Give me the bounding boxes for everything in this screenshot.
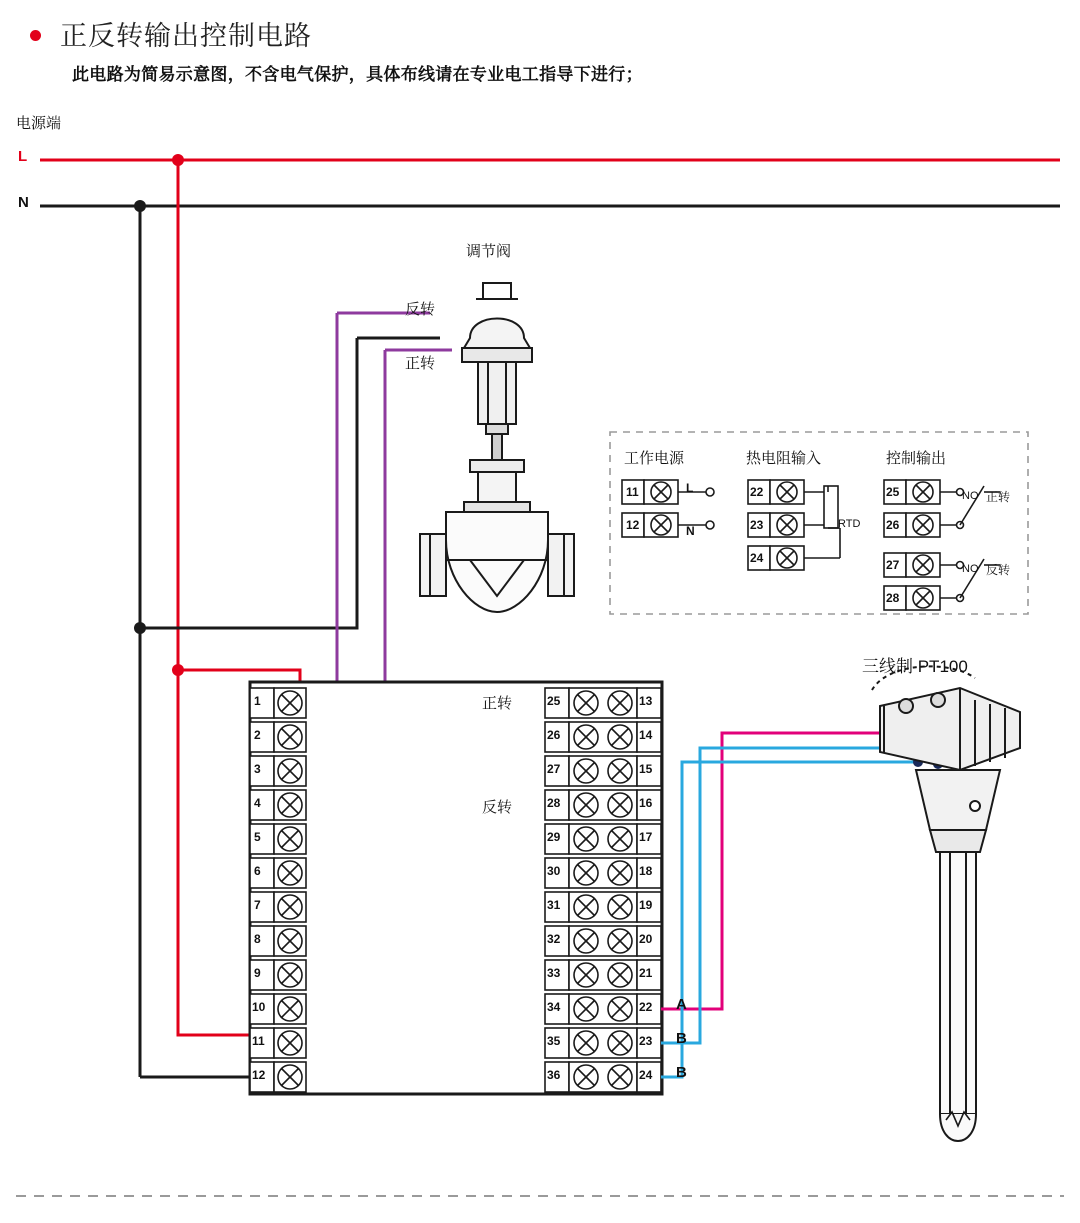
module-pin-n: N — [686, 524, 695, 538]
terminal-left-8: 8 — [254, 932, 261, 946]
module-terminal-26: 26 — [886, 518, 900, 532]
valve-forward-label: 正转 — [405, 355, 436, 372]
terminal-left-9: 9 — [254, 966, 261, 980]
terminal-right-16: 16 — [639, 796, 653, 810]
module-terminal-23: 23 — [750, 518, 764, 532]
terminal-right-17: 17 — [639, 830, 653, 844]
module-terminal-22: 22 — [750, 485, 764, 499]
module-output-forward-label: 正转 — [986, 490, 1011, 504]
power-section-title: 电源端 — [16, 115, 62, 132]
terminal-left-2: 2 — [254, 728, 261, 742]
module-rtd-title: 热电阻输入 — [746, 450, 822, 467]
terminal-left-4: 4 — [254, 796, 261, 810]
terminal-right-22: 22 — [639, 1000, 653, 1014]
module-contact-no-1: NO — [962, 490, 979, 502]
terminal-left-1: 1 — [254, 694, 261, 708]
module-terminal-25: 25 — [886, 485, 900, 499]
terminal-left-11: 11 — [252, 1034, 265, 1048]
terminal-mid-28: 28 — [547, 796, 561, 810]
terminal-mid-34: 34 — [547, 1000, 561, 1014]
terminal-mid-33: 33 — [547, 966, 561, 980]
terminal-right-23: 23 — [639, 1034, 653, 1048]
sensor-title: 三线制 PT100 — [862, 657, 968, 676]
terminal-mid-35: 35 — [547, 1034, 561, 1048]
valve-title: 调节阀 — [466, 243, 512, 260]
terminal-right-15: 15 — [639, 762, 653, 776]
terminal-right-20: 20 — [639, 932, 653, 946]
power-neutral-label: N — [18, 194, 29, 211]
module-terminal-27: 27 — [886, 558, 900, 572]
terminal-left-10: 10 — [252, 1000, 266, 1014]
block-reverse-label: 反转 — [482, 799, 513, 816]
terminal-left-6: 6 — [254, 864, 261, 878]
module-power-title: 工作电源 — [624, 450, 685, 467]
terminal-right-19: 19 — [639, 898, 653, 912]
rtd-wire-b1-label: B — [676, 1030, 687, 1047]
page-subtitle: 此电路为简易示意图，不含电气保护，具体布线请在专业电工指导下进行； — [72, 65, 643, 84]
terminal-mid-25: 25 — [547, 694, 561, 708]
terminal-right-14: 14 — [639, 728, 653, 742]
terminal-mid-27: 27 — [547, 762, 561, 776]
module-rtd-device-label: RTD — [838, 518, 861, 530]
terminal-right-21: 21 — [639, 966, 653, 980]
terminal-left-3: 3 — [254, 762, 261, 776]
terminal-left-5: 5 — [254, 830, 261, 844]
terminal-mid-32: 32 — [547, 932, 561, 946]
terminal-mid-29: 29 — [547, 830, 561, 844]
terminal-right-13: 13 — [639, 694, 653, 708]
rtd-wire-b2-label: B — [676, 1064, 687, 1081]
terminal-mid-31: 31 — [547, 898, 561, 912]
module-terminal-28: 28 — [886, 591, 900, 605]
terminal-left-12: 12 — [252, 1068, 266, 1082]
module-output-title: 控制输出 — [886, 450, 947, 467]
page-title: 正反转输出控制电路 — [60, 21, 312, 51]
terminal-mid-26: 26 — [547, 728, 561, 742]
module-terminal-11: 11 — [626, 485, 639, 499]
module-contact-no-2: NO — [962, 563, 979, 575]
rtd-wire-a-label: A — [676, 996, 687, 1013]
valve-reverse-label: 反转 — [405, 301, 436, 318]
power-live-label: L — [18, 148, 28, 165]
module-terminal-24: 24 — [750, 551, 764, 565]
module-terminal-12: 12 — [626, 518, 640, 532]
terminal-mid-30: 30 — [547, 864, 561, 878]
terminal-right-18: 18 — [639, 864, 653, 878]
module-output-reverse-label: 反转 — [986, 563, 1011, 577]
module-pin-l: L — [686, 481, 694, 495]
terminal-mid-36: 36 — [547, 1068, 561, 1082]
block-forward-label: 正转 — [482, 695, 513, 712]
terminal-left-7: 7 — [254, 898, 261, 912]
terminal-right-24: 24 — [639, 1068, 653, 1082]
